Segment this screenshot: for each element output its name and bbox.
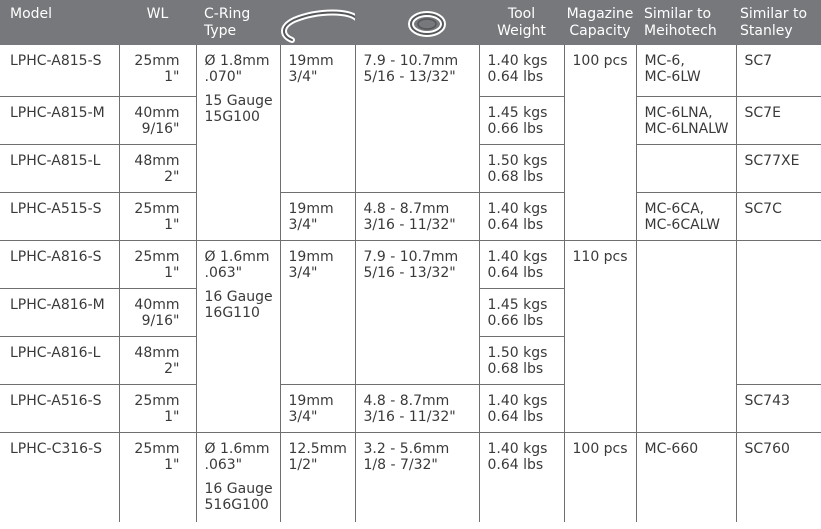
opening-cell: 19mm 3/4"	[280, 240, 355, 384]
magazine-cell: 100 pcs	[564, 432, 636, 522]
cring-type-cell: Ø 1.6mm .063" 16 Gauge 16G110	[196, 240, 280, 432]
model-cell: LPHC-A815-M	[0, 96, 119, 144]
stanley-cell	[736, 240, 821, 384]
range-cell: 4.8 - 8.7mm 3/16 - 11/32"	[355, 192, 479, 240]
meihotech-cell	[636, 144, 736, 192]
wl-cell: 25mm 1"	[119, 192, 196, 240]
wl-cell: 25mm 1"	[119, 45, 196, 96]
model-cell: LPHC-C316-S	[10, 440, 103, 457]
weight-cell: 1.45 kgs 0.66 lbs	[479, 288, 564, 336]
stanley-cell: SC7E	[736, 96, 821, 144]
range-cell: 4.8 - 8.7mm 3/16 - 11/32"	[355, 384, 479, 432]
stanley-cell: SC77XE	[736, 144, 821, 192]
model-cell: LPHC-A816-M	[0, 288, 119, 336]
wl-cell: 25mm 1"	[119, 432, 196, 522]
meihotech-cell: MC-660	[636, 432, 736, 522]
wl-cell: 25mm 1"	[119, 384, 196, 432]
model-cell: LPHC-A816-S	[0, 240, 119, 288]
table-row	[0, 192, 821, 240]
opening-cell: 19mm 3/4"	[280, 384, 355, 432]
range-cell: 3.2 - 5.6mm 1/8 - 7/32"	[355, 432, 479, 522]
table-row	[0, 432, 821, 522]
header-open-ring	[280, 0, 355, 45]
opening-cell: 19mm 3/4"	[280, 192, 355, 240]
weight-cell: 1.40 kgs 0.64 lbs	[479, 240, 564, 288]
cring-type-cell: Ø 1.6mm .063" 16 Gauge 516G100	[196, 432, 280, 522]
stanley-cell: SC7	[736, 45, 821, 96]
opening-cell: 12.5mm 1/2"	[280, 432, 355, 522]
open-c-ring-icon	[280, 0, 360, 45]
header-stanley: Similar to Stanley	[736, 0, 821, 45]
cring-type-cell: Ø 1.8mm .070" 15 Gauge 15G100	[196, 45, 280, 240]
wl-cell: 25mm 1"	[119, 240, 196, 288]
range-cell: 7.9 - 10.7mm 5/16 - 13/32"	[355, 45, 479, 192]
header-closed-ring	[355, 0, 479, 45]
stanley-cell: SC743	[736, 384, 821, 432]
weight-cell: 1.50 kgs 0.68 lbs	[479, 336, 564, 384]
model-cell: LPHC-A515-S	[0, 192, 119, 240]
model-cell: LPHC-A815-S	[0, 45, 119, 96]
closed-ring-icon	[355, 0, 479, 45]
header-wl: WL	[119, 0, 196, 45]
header-tool-weight: Tool Weight	[479, 0, 564, 45]
weight-cell: 1.40 kgs 0.64 lbs	[479, 45, 564, 96]
model-cell: LPHC-A816-L	[0, 336, 119, 384]
stanley-cell: SC760	[736, 432, 821, 522]
weight-cell: 1.40 kgs 0.64 lbs	[479, 192, 564, 240]
header-magazine: Magazine Capacity	[564, 0, 636, 45]
weight-cell: 1.50 kgs 0.68 lbs	[479, 144, 564, 192]
meihotech-cell: MC-6LNA, MC-6LNALW	[636, 96, 736, 144]
table-row	[0, 45, 821, 96]
header-model: Model	[0, 0, 119, 45]
weight-cell: 1.40 kgs 0.64 lbs	[479, 384, 564, 432]
wl-cell: 48mm 2"	[119, 336, 196, 384]
header-cring-type: C-Ring Type	[196, 0, 280, 45]
meihotech-cell	[636, 240, 736, 432]
table-row	[0, 240, 821, 288]
wl-cell: 48mm 2"	[119, 144, 196, 192]
weight-cell: 1.45 kgs 0.66 lbs	[479, 96, 564, 144]
meihotech-cell: MC-6CA, MC-6CALW	[636, 192, 736, 240]
opening-cell: 19mm 3/4"	[280, 45, 355, 192]
header-meihotech: Similar to Meihotech	[636, 0, 736, 45]
model-cell: LPHC-A516-S	[0, 384, 119, 432]
wl-cell: 40mm 9/16"	[119, 288, 196, 336]
header-row	[0, 0, 821, 45]
meihotech-cell: MC-6, MC-6LW	[636, 45, 736, 96]
magazine-cell: 100 pcs	[564, 45, 636, 240]
stanley-cell: SC7C	[736, 192, 821, 240]
model-cell: LPHC-A815-L	[0, 144, 119, 192]
magazine-cell: 110 pcs	[564, 240, 636, 432]
wl-cell: 40mm 9/16"	[119, 96, 196, 144]
range-cell: 7.9 - 10.7mm 5/16 - 13/32"	[355, 240, 479, 384]
weight-cell: 1.40 kgs 0.64 lbs	[479, 432, 564, 522]
